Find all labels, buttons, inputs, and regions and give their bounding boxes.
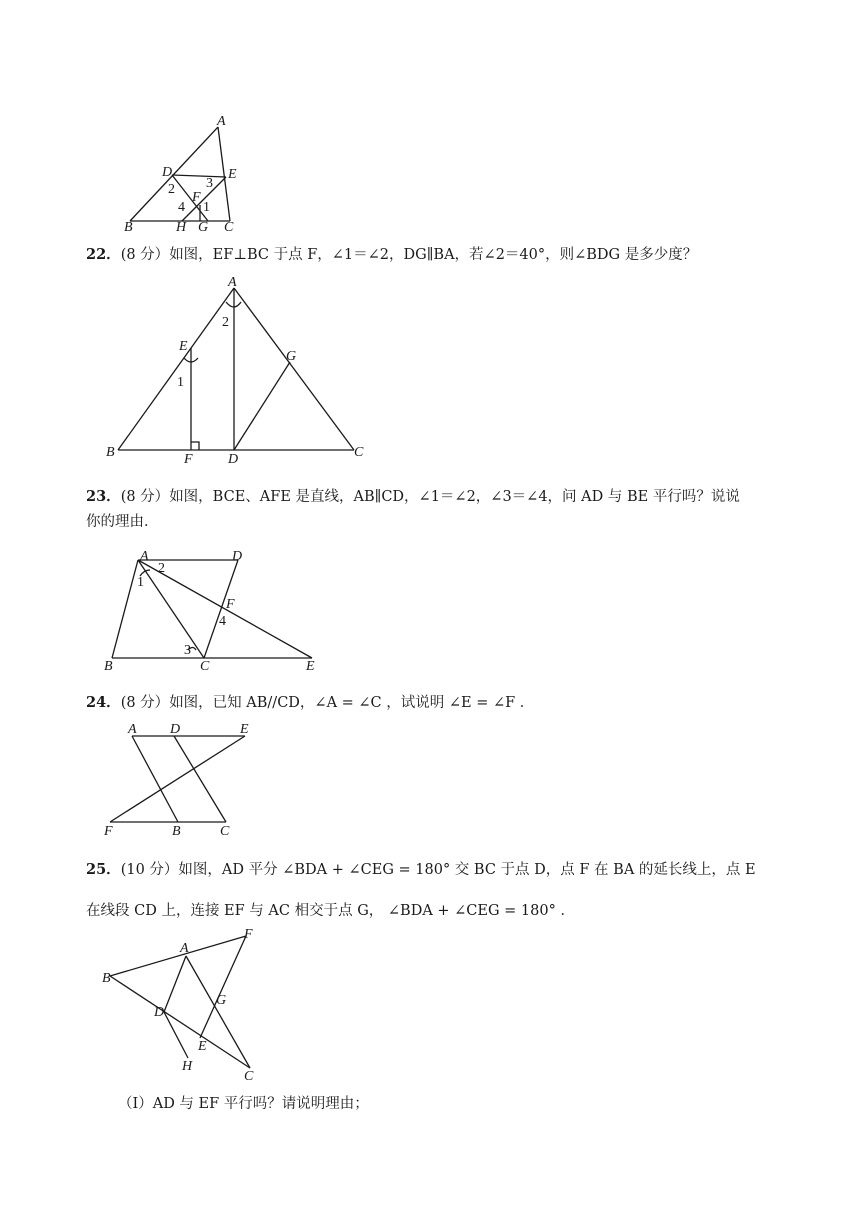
ang21-3: 3	[206, 176, 213, 191]
pt21-A: A	[217, 114, 226, 129]
pt24-C: C	[220, 824, 230, 839]
pt21-B: B	[124, 220, 133, 235]
pt22-F: F	[184, 452, 193, 467]
ang23-1: 1	[137, 575, 144, 590]
question-25-score: (10 分）	[120, 862, 179, 878]
ang21-4: 4	[178, 200, 185, 215]
question-24-number: 24．	[86, 694, 121, 711]
figure-q22	[100, 276, 380, 466]
question-23-score: (8 分）	[120, 489, 170, 505]
question-24	[86, 692, 786, 714]
pt22-B: B	[106, 445, 115, 460]
pt21-F: F	[192, 190, 201, 205]
pt22-D: D	[228, 452, 239, 467]
pt25-D: D	[154, 1005, 165, 1020]
pt24-A: A	[128, 722, 137, 737]
pt23-E: E	[306, 659, 315, 674]
pt23-A: A	[140, 549, 149, 564]
pt21-E: E	[228, 167, 237, 182]
ang21-1: 1	[203, 200, 210, 215]
question-25-number: 25．	[86, 861, 121, 878]
figure-q24-svg	[100, 720, 260, 840]
figure-q23-svg	[100, 546, 340, 676]
question-25	[86, 850, 786, 931]
pt21-G: G	[198, 220, 209, 235]
ang23-4: 4	[219, 614, 226, 629]
question-25-line1: 如图，AD 平分 ∠BDA + ∠CEG = 180° 交 BC 于点 D，点 F 在 BA 的延长线上，点 E	[178, 862, 756, 878]
pt25-G: G	[216, 993, 227, 1008]
pt21-H: H	[176, 220, 187, 235]
figure-q23	[100, 546, 340, 676]
figure-q22-svg	[100, 276, 380, 466]
figure-q25	[100, 926, 270, 1086]
question-22-text: 如图，EF⊥BC 于点 F，∠1＝∠2，DG∥BA，若∠2＝40°，则∠BDG 是多少度？	[169, 247, 698, 263]
ang21-2: 2	[168, 182, 175, 197]
pt22-A: A	[228, 275, 237, 290]
question-22-score: (8 分）	[120, 247, 170, 263]
figure-q24	[100, 720, 260, 840]
figure-q21-svg	[120, 115, 250, 235]
pt22-C: C	[354, 445, 364, 460]
pt25-B: B	[102, 971, 111, 986]
pt24-E: E	[240, 722, 249, 737]
ang23-2: 2	[158, 561, 165, 576]
pt23-D: D	[232, 549, 243, 564]
pt24-D: D	[170, 722, 181, 737]
question-23	[86, 484, 786, 536]
question-23-line1: 如图，BCE、AFE 是直线，AB∥CD，∠1＝∠2，∠3＝∠4，问 AD 与 BE 平行吗？说说	[169, 489, 740, 505]
figure-q21	[120, 115, 250, 235]
question-22-number: 22．	[86, 246, 121, 263]
pt25-C: C	[244, 1069, 254, 1084]
question-24-score: (8 分）	[120, 695, 170, 711]
question-25-part1: （Ⅰ）AD 与 EF 平行吗？请说明理由；	[118, 1096, 369, 1112]
question-25-line2: 在线段 CD 上，连接 EF 与 AC 相交于点 G， ∠BDA + ∠CEG = 180° ．	[86, 902, 575, 919]
pt23-B: B	[104, 659, 113, 674]
pt25-A: A	[180, 941, 189, 956]
pt25-E: E	[198, 1039, 207, 1054]
pt25-H: H	[182, 1059, 193, 1074]
question-23-number: 23．	[86, 488, 121, 505]
pt22-G: G	[286, 349, 297, 364]
question-24-text: 如图，已知 AB//CD，∠A = ∠C ，试说明 ∠E = ∠F ．	[169, 695, 535, 711]
pt21-C: C	[224, 220, 234, 235]
question-22	[86, 244, 786, 266]
figure-q25-svg	[100, 926, 270, 1086]
pt25-F: F	[244, 927, 253, 942]
pt21-D: D	[162, 165, 173, 180]
ang23-3: 3	[184, 643, 191, 658]
question-23-line2: 你的理由．	[86, 514, 159, 531]
ang22-1: 1	[177, 375, 184, 390]
pt23-C: C	[200, 659, 210, 674]
pt24-B: B	[172, 824, 181, 839]
pt23-F: F	[226, 597, 235, 612]
ang22-2: 2	[222, 315, 229, 330]
pt24-F: F	[104, 824, 113, 839]
pt22-E: E	[179, 339, 188, 354]
